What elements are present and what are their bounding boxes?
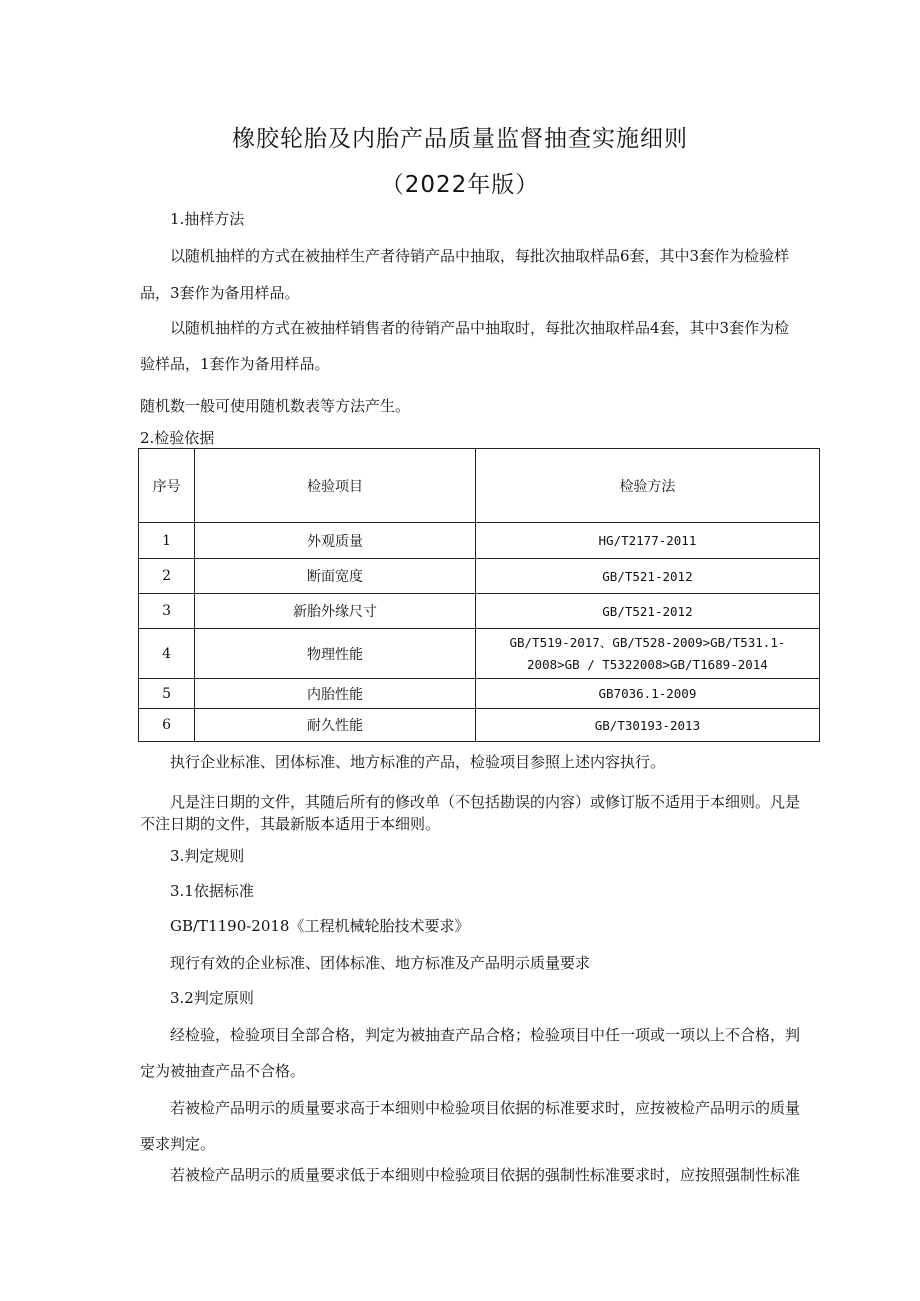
paragraph-line: 验样品，1套作为备用样品。: [140, 355, 330, 373]
cell-item: 新胎外缘尺寸: [195, 594, 476, 629]
cell-method-line: 2008>GB / T5322008>GB/T1689-2014: [527, 656, 768, 672]
table-row: [139, 709, 820, 742]
cell-method: GB/T521-2012: [475, 559, 819, 594]
section-heading: 2.检验依据: [140, 429, 215, 447]
paragraph-line: 定为被抽查产品不合格。: [140, 1062, 306, 1080]
table-row: [139, 594, 820, 629]
paragraph-line: 随机数一般可使用随机数表等方法产生。: [140, 397, 411, 415]
paragraph-line: 以随机抽样的方式在被抽样生产者待销产品中抽取，每批次抽取样品6套，其中3套作为检验样: [170, 247, 790, 265]
cell-method: [475, 629, 819, 679]
paragraph-line: 经检验，检验项目全部合格，判定为被抽查产品合格；检验项目中任一项或一项以上不合格，判: [170, 1026, 801, 1044]
cell-method: GB7036.1-2009: [475, 679, 819, 709]
paragraph-line: 凡是注日期的文件，其随后所有的修改单（不包括勘误的内容）或修订版不适用于本细则。凡是: [170, 793, 801, 811]
paragraph-line: 品，3套作为备用样品。: [140, 284, 300, 302]
document-subtitle: （2022年版）: [380, 172, 540, 198]
paragraph-line: 不注日期的文件，其最新版本适用于本细则。: [140, 815, 441, 833]
cell-no: 4: [139, 629, 195, 679]
cell-no: 5: [139, 679, 195, 709]
header-cell-no: 序号: [139, 449, 195, 523]
cell-no: 1: [139, 523, 195, 559]
paragraph-line: 若被检产品明示的质量要求低于本细则中检验项目依据的强制性标准要求时，应按照强制性标准: [170, 1166, 801, 1184]
table-row: [139, 679, 820, 709]
table-header-row: [139, 449, 820, 523]
paragraph-line: 若被检产品明示的质量要求高于本细则中检验项目依据的标准要求时，应按被检产品明示的质量: [170, 1099, 801, 1117]
paragraph-line: GB/T1190-2018《工程机械轮胎技术要求》: [170, 917, 470, 935]
cell-item: 物理性能: [195, 629, 476, 679]
section-heading: 1.抽样方法: [170, 210, 245, 228]
cell-no: 3: [139, 594, 195, 629]
cell-item: 断面宽度: [195, 559, 476, 594]
paragraph-line: 以随机抽样的方式在被抽样销售者的待销产品中抽取时，每批次抽取样品4套，其中3套作为检: [170, 319, 790, 337]
cell-no: 2: [139, 559, 195, 594]
paragraph-line: 要求判定。: [140, 1135, 216, 1153]
paragraph-line: 现行有效的企业标准、团体标准、地方标准及产品明示质量要求: [170, 954, 591, 972]
table-row: [139, 559, 820, 594]
section-heading: 3.判定规则: [170, 847, 245, 865]
cell-method-line: GB/T519-2017、GB/T528-2009>GB/T531.1-: [509, 634, 786, 650]
inspection-table: [138, 448, 820, 742]
cell-item: 外观质量: [195, 523, 476, 559]
table-row: [139, 523, 820, 559]
cell-no: 6: [139, 709, 195, 742]
cell-method: GB/T30193-2013: [475, 709, 819, 742]
cell-item: 内胎性能: [195, 679, 476, 709]
header-cell-item: 检验项目: [195, 449, 476, 523]
cell-item: 耐久性能: [195, 709, 476, 742]
section-heading: 3.2判定原则: [170, 989, 254, 1007]
document-title: 橡胶轮胎及内胎产品质量监督抽查实施细则: [232, 126, 688, 152]
cell-method: HG/T2177-2011: [475, 523, 819, 559]
paragraph-line: 执行企业标准、团体标准、地方标准的产品，检验项目参照上述内容执行。: [170, 753, 666, 771]
section-heading: 3.1依据标准: [170, 882, 254, 900]
header-cell-method: 检验方法: [475, 449, 819, 523]
cell-method: GB/T521-2012: [475, 594, 819, 629]
table-row: [139, 629, 820, 679]
